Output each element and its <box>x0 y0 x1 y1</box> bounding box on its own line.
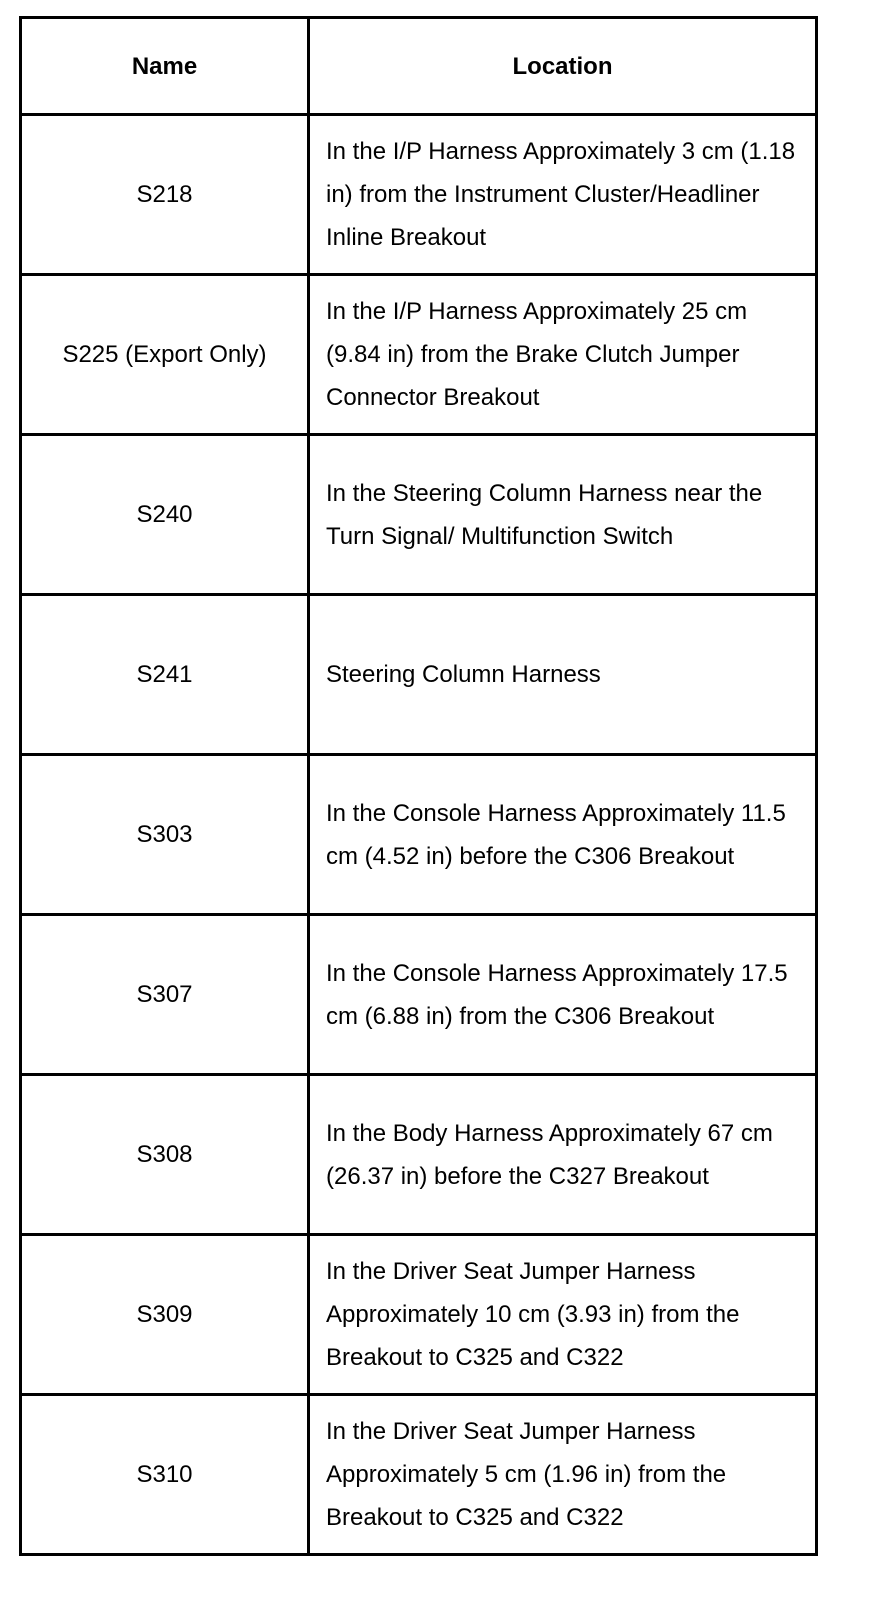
splice-location: In the I/P Harness Approximately 25 cm (9.84 in) from the Brake Clutch Jumper Connector Breakout <box>309 275 817 435</box>
header-location: Location <box>309 18 817 115</box>
splice-location: Steering Column Harness <box>309 595 817 755</box>
table-row <box>21 915 817 1075</box>
splice-location: In the Console Harness Approximately 11.5 cm (4.52 in) before the C306 Breakout <box>309 755 817 915</box>
header-name: Name <box>21 18 309 115</box>
splice-location: In the Steering Column Harness near the Turn Signal/ Multifunction Switch <box>309 435 817 595</box>
splice-location: In the Driver Seat Jumper Harness Approximately 10 cm (3.93 in) from the Breakout to C325 and C322 <box>309 1235 817 1395</box>
splice-name: S303 <box>21 755 309 915</box>
splice-name: S218 <box>21 115 309 275</box>
table-row <box>21 1395 817 1555</box>
splice-name: S310 <box>21 1395 309 1555</box>
table-row <box>21 1235 817 1395</box>
splice-location: In the I/P Harness Approximately 3 cm (1.18 in) from the Instrument Cluster/Headliner Inline Breakout <box>309 115 817 275</box>
table-row <box>21 595 817 755</box>
splice-location: In the Driver Seat Jumper Harness Approximately 5 cm (1.96 in) from the Breakout to C325 and C322 <box>309 1395 817 1555</box>
splice-name: S308 <box>21 1075 309 1235</box>
table-row <box>21 275 817 435</box>
table-row <box>21 1075 817 1235</box>
splice-name: S241 <box>21 595 309 755</box>
table-row <box>21 435 817 595</box>
splice-location-table <box>19 16 818 1556</box>
splice-name: S225 (Export Only) <box>21 275 309 435</box>
splice-location: In the Console Harness Approximately 17.5 cm (6.88 in) from the C306 Breakout <box>309 915 817 1075</box>
splice-name: S309 <box>21 1235 309 1395</box>
table-row <box>21 755 817 915</box>
table-header-row <box>21 18 817 115</box>
splice-name: S307 <box>21 915 309 1075</box>
table-row <box>21 115 817 275</box>
splice-name: S240 <box>21 435 309 595</box>
splice-location: In the Body Harness Approximately 67 cm (26.37 in) before the C327 Breakout <box>309 1075 817 1235</box>
